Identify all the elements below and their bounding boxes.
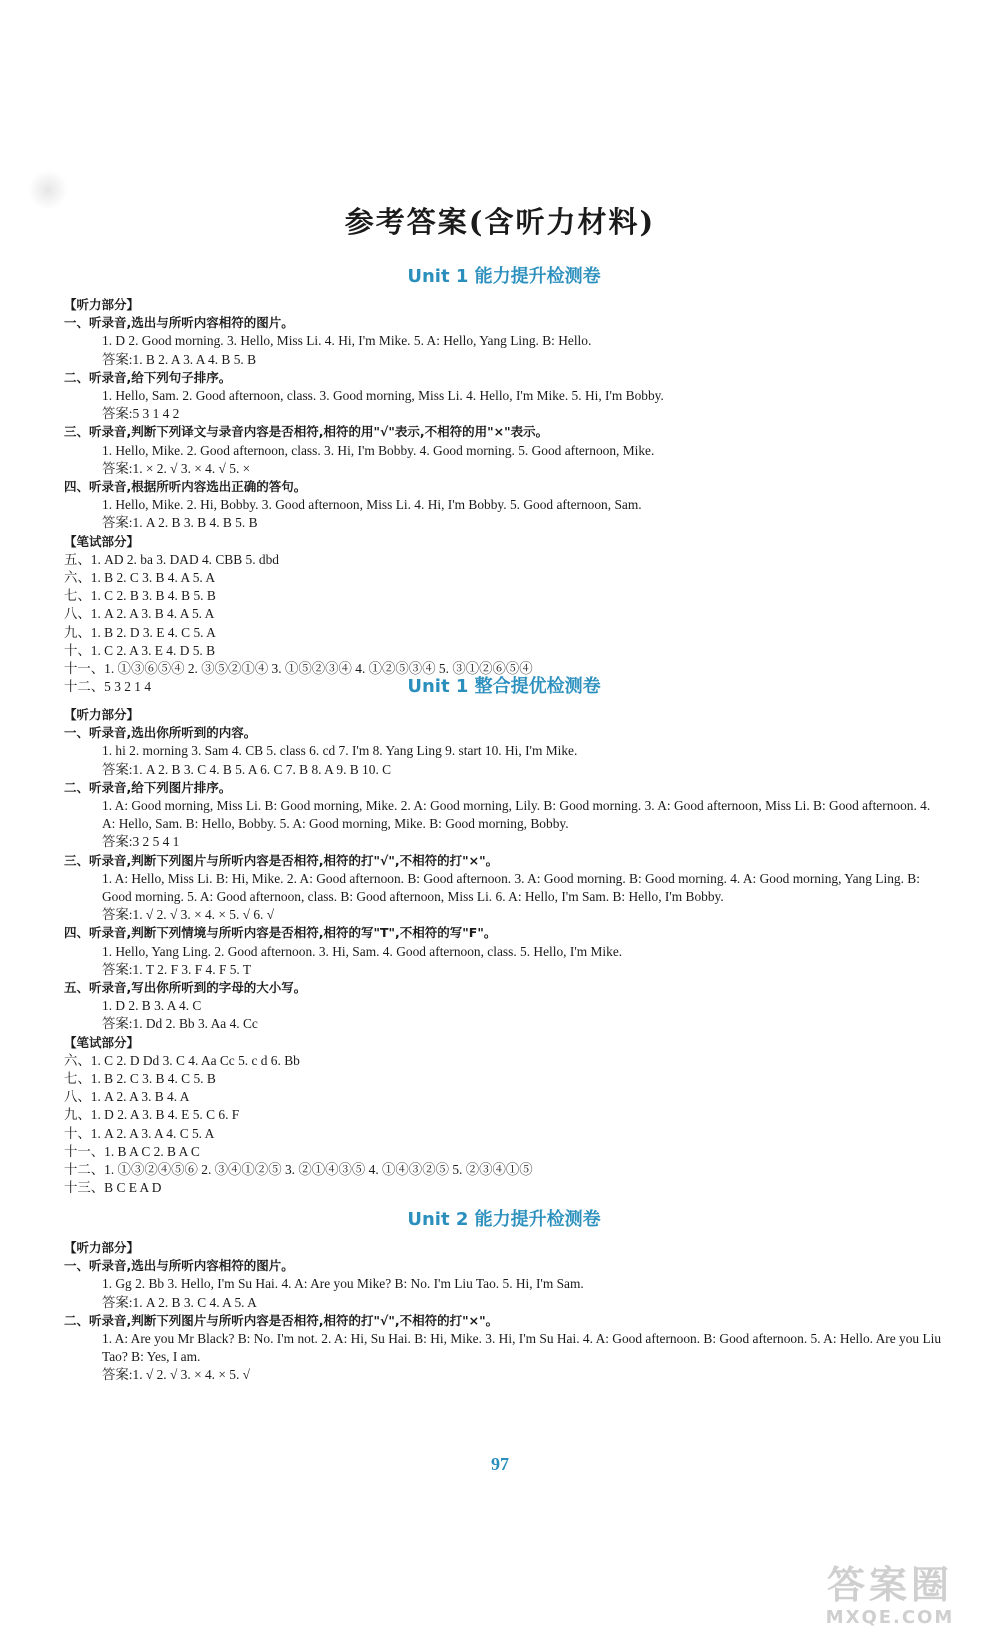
- answer-line: 答案:1. B 2. A 3. A 4. B 5. B: [102, 351, 257, 367]
- answer-line: 六、1. B 2. C 3. B 4. A 5. A: [64, 570, 216, 586]
- answer-line: 答案:5 3 1 4 2: [102, 406, 180, 422]
- answer-line: 1. Hello, Sam. 2. Good afternoon, class. 3. Good morning, Miss Li. 4. Hello, I'm Mike. 5. Hi, I'm Bobby.: [102, 388, 664, 404]
- watermark-text-top: 答案圈: [826, 1563, 953, 1607]
- answer-line: 1. Hello, Mike. 2. Hi, Bobby. 3. Good afternoon, Miss Li. 4. Hi, I'm Bobby. 5. Good afternoon, Sam.: [102, 497, 642, 513]
- answer-line: 1. hi 2. morning 3. Sam 4. CB 5. class 6. cd 7. I'm 8. Yang Ling 9. start 10. Hi, I'm Mike.: [102, 743, 578, 759]
- answer-line: 答案:1. √ 2. √ 3. × 4. × 5. √ 6. √: [102, 907, 275, 923]
- question-heading: 四、听录音,根据所听内容选出正确的答句。: [64, 479, 307, 495]
- answer-line: 1. A: Good morning, Miss Li. B: Good morning, Mike. 2. A: Good morning, Lily. B: Good morning. 3. A: Good afternoon, Miss Li. B: Good afternoon. 4. A: Hello, Sam. B: Hello, Bobby. 5. A: Good morning, Mike. B: Good morning, Bobby.: [102, 798, 931, 832]
- answer-line: 十、1. C 2. A 3. E 4. D 5. B: [64, 642, 216, 658]
- answer-line: 1. A: Are you Mr Black? B: No. I'm not. 2. A: Hi, Su Hai. B: Hi, Mike. 3. Hi, I'm Su Hai. 4. A: Good afternoon. B: Good afternoon. 5. A: Hello. Are you Liu Tao? B: Yes, I am.: [102, 1331, 942, 1365]
- section-lines: [64, 706, 944, 1197]
- section-title: Unit 1 整合提优检测卷: [407, 676, 601, 697]
- section-title: Unit 2 能力提升检测卷: [407, 1209, 601, 1230]
- part-label: 【听力部分】: [64, 707, 140, 722]
- part-label: 【听力部分】: [64, 297, 140, 312]
- question-heading: 五、听录音,写出你所听到的字母的大小写。: [64, 980, 307, 996]
- answer-line: 答案:1. A 2. B 3. C 4. A 5. A: [102, 1294, 257, 1310]
- part-label: 【听力部分】: [64, 1240, 140, 1255]
- answer-line: 答案:1. Dd 2. Bb 3. Aa 4. Cc: [102, 1016, 258, 1032]
- answer-line: 答案:1. A 2. B 3. B 4. B 5. B: [102, 515, 258, 531]
- answer-line: 1. D 2. B 3. A 4. C: [102, 998, 202, 1014]
- answer-line: 1. A: Hello, Miss Li. B: Hi, Mike. 2. A: Good afternoon. B: Good afternoon. 3. A: Good morning. B: Good morning. 4. A: Good morning, Yang Ling. B: Good morning. 5. A: Good afternoon, class. B: Good afternoon, Miss Li. 6. A: Hello, I'm Sam. B: Hello, I'm Bobby.: [102, 870, 920, 905]
- answer-line: 十一、1. ①③⑥⑤④ 2. ③⑤②①④ 3. ①⑤②③④ 4. ①②⑤③④ 5. ③①②⑥⑤④: [64, 661, 533, 677]
- answer-line: 八、1. A 2. A 3. B 4. A: [64, 1089, 190, 1105]
- answer-line: 十、1. A 2. A 3. A 4. C 5. A: [64, 1125, 215, 1141]
- section-unit1-integrated: [64, 672, 944, 1197]
- watermark-logo: [800, 1563, 980, 1643]
- section-unit2-ability: [64, 1205, 944, 1385]
- answer-line: 十一、1. B A C 2. B A C: [64, 1143, 200, 1159]
- answer-line: 答案:3 2 5 4 1: [102, 834, 180, 850]
- question-heading: 二、听录音,判断下列图片与所听内容是否相符,相符的打"√",不相符的打"×"。: [64, 1312, 499, 1328]
- answer-line: 七、1. C 2. B 3. B 4. B 5. B: [64, 588, 216, 604]
- question-heading: 一、听录音,选出你所听到的内容。: [64, 725, 257, 741]
- section-lines: [64, 1239, 944, 1385]
- question-heading: 二、听录音,给下列句子排序。: [64, 369, 232, 385]
- answer-line: 答案:1. √ 2. √ 3. × 4. × 5. √: [102, 1367, 250, 1383]
- answer-line: 六、1. C 2. D Dd 3. C 4. Aa Cc 5. c d 6. Bb: [64, 1052, 300, 1068]
- answer-line: 十二、5 3 2 1 4: [64, 679, 152, 695]
- answer-line: 十二、1. ①③②④⑤⑥ 2. ③④①②⑤ 3. ②①④③⑤ 4. ①④③②⑤ 5. ②③④①⑤: [64, 1162, 533, 1178]
- answer-line: 1. Hello, Yang Ling. 2. Good afternoon. 3. Hi, Sam. 4. Good afternoon, class. 5. Hello, I'm Mike.: [102, 943, 623, 959]
- question-heading: 一、听录音,选出与所听内容相符的图片。: [64, 1258, 294, 1274]
- answer-line: 1. Hello, Mike. 2. Good afternoon, class. 3. Hi, I'm Bobby. 4. Good morning. 5. Good afternoon, Mike.: [102, 442, 655, 458]
- section-lines: [64, 296, 944, 696]
- question-heading: 三、听录音,判断下列图片与所听内容是否相符,相符的打"√",不相符的打"×"。: [64, 852, 499, 868]
- question-heading: 一、听录音,选出与所听内容相符的图片。: [64, 315, 294, 331]
- answer-line: 八、1. A 2. A 3. B 4. A 5. A: [64, 606, 215, 622]
- watermark-text-bottom: MXQE.COM: [825, 1607, 955, 1628]
- question-heading: 四、听录音,判断下列情境与所听内容是否相符,相符的写"T",不相符的写"F"。: [64, 925, 497, 941]
- answer-line: 九、1. B 2. D 3. E 4. C 5. A: [64, 624, 216, 640]
- part-label: 【笔试部分】: [64, 1034, 140, 1050]
- answer-line: 答案:1. × 2. √ 3. × 4. √ 5. ×: [102, 460, 251, 476]
- answer-line: 五、1. AD 2. ba 3. DAD 4. CBB 5. dbd: [64, 551, 279, 567]
- question-heading: 二、听录音,给下列图片排序。: [64, 779, 232, 795]
- answer-line: 七、1. B 2. C 3. B 4. C 5. B: [64, 1071, 216, 1087]
- page-number: 97: [491, 1454, 509, 1474]
- answer-line: 答案:1. T 2. F 3. F 4. F 5. T: [102, 961, 252, 977]
- section-unit1-ability: [64, 262, 944, 696]
- answer-line: 1. D 2. Good morning. 3. Hello, Miss Li. 4. Hi, I'm Mike. 5. A: Hello, Yang Ling. B: Hello.: [102, 333, 592, 349]
- answer-line: 1. Gg 2. Bb 3. Hello, I'm Su Hai. 4. A: Are you Mike? B: No. I'm Liu Tao. 5. Hi, I'm Sam.: [102, 1276, 584, 1292]
- section-title: Unit 1 能力提升检测卷: [407, 266, 601, 287]
- answer-line: 九、1. D 2. A 3. B 4. E 5. C 6. F: [64, 1107, 240, 1123]
- part-label: 【笔试部分】: [64, 533, 140, 549]
- answer-line: 十三、B C E A D: [64, 1180, 162, 1196]
- answer-line: 答案:1. A 2. B 3. C 4. B 5. A 6. C 7. B 8. A 9. B 10. C: [102, 761, 392, 777]
- page-title: 参考答案(含听力材料): [344, 205, 656, 239]
- question-heading: 三、听录音,判断下列译文与录音内容是否相符,相符的用"√"表示,不相符的用"×"表示。: [64, 424, 549, 440]
